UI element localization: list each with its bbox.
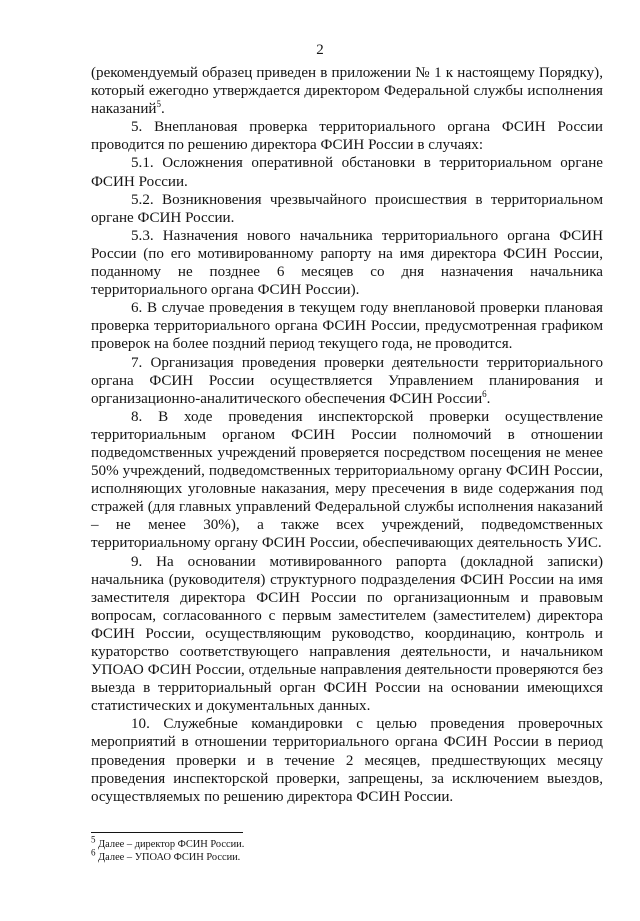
paragraph-text: 8. В ходе проведения инспекторской проверки осуществление территориальным органом ФСИН России полномочий в отношении подведомственных учреждений проверяется посредством посещения не менее 50% учреждений, подведомственных территориальному органу ФСИН России, исполняющих уголовные наказания, меру пресечения в виде содержания под стражей (для главных управлений Федеральной службы исполнения наказаний – не менее 30%), а также всех учреждений, подведомственных территориальному органу ФСИН России, обеспечивающих деятельность УИС. xyxy=(91,408,603,552)
paragraph-5-1 xyxy=(91,154,603,190)
paragraph-text: 9. На основании мотивированного рапорта (докладной записки) начальника (руководителя) структурного подразделения ФСИН России на имя заместителя директора ФСИН России по организационным и правовым вопросам, согласованного с первым заместителем (заместителем) директора ФСИН России, осуществляющим руководство, координацию, контроль и кураторство соответствующего направления деятельности, и начальником УПОАО ФСИН России, отдельные направления деятельности проверяются без выезда в территориальный орган ФСИН России на основании имеющихся статистических и документальных данных. xyxy=(91,553,603,715)
paragraph-text: 5.3. Назначения нового начальника территориального органа ФСИН России (по его мотивированному рапорту на имя директора ФСИН России, поданному не позднее 6 месяцев со дня назначения начальника территориального органа ФСИН России). xyxy=(91,227,603,299)
paragraph-text: 5. Внеплановая проверка территориального органа ФСИН России проводится по решению директора ФСИН России в случаях: xyxy=(91,119,603,154)
paragraph-7 xyxy=(91,354,603,408)
page-number: 2 xyxy=(316,42,324,58)
paragraph-text: 5.2. Возникновения чрезвычайного происшествия в территориальном органе ФСИН России. xyxy=(91,191,603,226)
paragraph-text: (рекомендуемый образец приведен в приложении № 1 к настоящему Порядку), который ежегодно утверждается директором Федеральной службы исполнения наказаний xyxy=(91,65,603,118)
footnote-ref: 5 xyxy=(156,99,161,110)
footnote-6 xyxy=(91,847,603,864)
footnote-text: Далее – УПОАО ФСИН России. xyxy=(95,852,241,863)
paragraph-continuation xyxy=(91,64,603,118)
paragraph-text: 10. Служебные командировки с целью проведения проверочных мероприятий в отношении территориального органа ФСИН России в период проведения проверки и в течение 2 месяцев, предшествующих месяцу проведения инспекторской проверки, запрещены, за исключением выездов, осуществляемых по решению директора ФСИН России. xyxy=(91,716,603,805)
paragraph-tail: . xyxy=(160,101,165,118)
paragraph-9 xyxy=(91,553,603,716)
footnote-divider xyxy=(91,832,243,833)
paragraph-text: 6. В случае проведения в текущем году внеплановой проверки плановая проверка территориального органа ФСИН России, предусмотренная графиком проверок на более поздний период текущего года, не проводится. xyxy=(91,300,603,353)
footnote-mark: 5 xyxy=(91,834,96,845)
paragraph-10 xyxy=(91,715,603,805)
paragraph-text: 5.1. Осложнения оперативной обстановки в территориальном органе ФСИН России. xyxy=(91,155,603,190)
paragraph-5-3 xyxy=(91,227,603,299)
footnote-5 xyxy=(91,834,603,851)
paragraph-8 xyxy=(91,408,603,553)
paragraph-tail: . xyxy=(486,390,491,407)
footnote-text: Далее – директор ФСИН России. xyxy=(95,839,245,850)
footnote-ref: 6 xyxy=(482,388,487,399)
paragraph-5-2 xyxy=(91,191,603,227)
footnote-mark: 6 xyxy=(91,847,96,858)
footnotes xyxy=(91,834,603,864)
paragraph-6 xyxy=(91,299,603,353)
paragraph-5 xyxy=(91,118,603,154)
document-body xyxy=(91,64,603,806)
paragraph-text: 7. Организация проведения проверки деятельности территориального органа ФСИН России осуществляется Управлением планирования и организационно-аналитического обеспечения ФСИН России xyxy=(91,354,603,407)
